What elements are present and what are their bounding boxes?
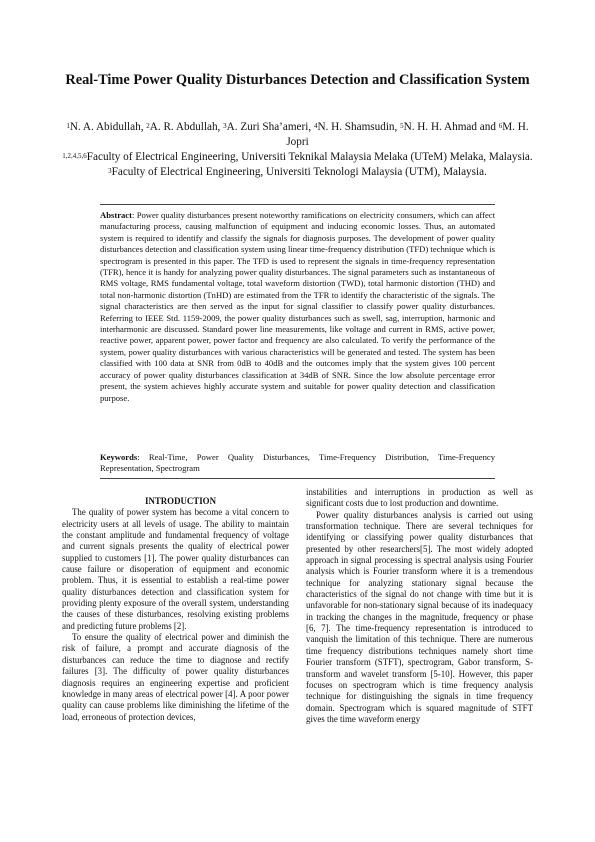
author-sup: 6 <box>498 122 503 130</box>
affiliation-2-text: Faculty of Electrical Engineering, Universiti Teknologi Malaysia (UTM), Malaysia. <box>111 166 487 178</box>
affiliation-2 <box>55 165 540 180</box>
paragraph: Power quality disturbances analysis is carried out using transformation technique. There are several techniques for identifying or classifying power quality disturbances that presented by other researchers[5]. The most widely adopted approach in signal processing is spectral analysis using Fourier analysis which is Fourier transform where it is a tremendous technique for analyzing stationary signal because the characteristics of the signal do not change with time but it is unfavorable for non-stationary signal because of its inadequacy in tracking the changes in the magnitude, frequency or phase [6, 7]. The time-frequency representation is introduced to vanquish the limitation of this technique. There are numerous time frequency distributions techniques namely short time Fourier transform (STFT), spectrogram, Gabor transform, S-transform and wavelet transform [5-10]. However, this paper focuses on spectrogram which is time frequency analysis technique for distinguishing the signals in time frequency domain. Spectrogram which is squared magnitude of STFT gives the time waveform energy <box>306 509 533 724</box>
author-name: N. A. Abidullah, <box>69 121 147 133</box>
author-name: N. H. H. Ahmad and <box>403 121 499 133</box>
author-name: M. H. Jopri <box>286 121 529 148</box>
keywords-label: Keywords <box>100 452 138 462</box>
keywords-text: : Real-Time, Power Quality Disturbances, Time-Frequency Distribution, Time-Frequency Representation, Spectrogram <box>100 452 495 474</box>
keywords <box>100 452 495 475</box>
author-sup: 2 <box>146 122 150 130</box>
paper-title: Real-Time Power Quality Disturbances Detection and Classification System <box>65 72 530 88</box>
author-name: A. Zuri Sha’ameri, <box>226 121 314 133</box>
affiliation-2-sup: 3 <box>108 167 112 175</box>
abstract-top-rule <box>100 204 495 205</box>
left-column <box>62 496 289 723</box>
author-name: A. R. Abdullah, <box>149 121 224 133</box>
author-list <box>55 120 540 150</box>
affiliation-1 <box>55 150 540 165</box>
paragraph: instabilities and interruptions in production as well as significant costs due to lost production and downtime. <box>306 487 533 509</box>
abstract-label: Abstract <box>100 210 132 220</box>
author-sup: 1 <box>66 122 70 130</box>
abstract-bottom-rule <box>100 478 495 479</box>
section-heading: INTRODUCTION <box>144 496 216 506</box>
author-sup: 3 <box>223 122 227 130</box>
affiliation-1-text: Faculty of Electrical Engineering, Universiti Teknikal Malaysia Melaka (UTeM) Melaka, Malaysia. <box>86 151 533 163</box>
abstract-text: : Power quality disturbances present noteworthy ramifications on electricity consumers, which can affect manufacturing process, causing malfunction of equipment and inducing economic losses. Thus, an automated system is required to identify and classify the signals for diagnosis purposes. The development of power quality disturbances detection and classification system using linear time-frequency distribution (TFD) technique which is spectrogram is presented in this paper. The TFD is used to represent the signals in time-frequency representation (TFR), hence it is handy for analyzing power quality disturbances. The signal parameters such as instantaneous of RMS voltage, RMS fundamental voltage, total waveform distortion (TWD), total harmonic distortion (THD) and total non-harmonic distortion (TnHD) are estimated from the TFR to identify the characteristic of the signals. The signal characteristics are then served as the input for signal classifier to classify power quality disturbances. Referring to IEEE Std. 1159-2009, the power quality disturbances such as swell, sag, interruption, harmonic and interharmonic are discussed. Standard power line measurements, like voltage and current in RMS, active power, reactive power, apparent power, power factor and frequency are also calculated. To verify the performance of the system, power quality disturbances with various characteristics will be generated and tested. The system has been classified with 100 data at SNR from 0dB to 40dB and the outcomes imply that the system gives 100 percent accuracy of power quality disturbances classification at 34dB of SNR. Since the low absolute percentage error present, the system achieves highly accurate system and suitable for power quality detection and classification purpose. <box>100 210 495 403</box>
author-name: N. H. Shamsudin, <box>317 121 401 133</box>
abstract <box>100 210 495 404</box>
paragraph: To ensure the quality of electrical power and diminish the risk of failure, a prompt and accurate diagnosis of the disturbances can reduce the time to diagnose and rectify failures [3]. The difficulty of power quality disturbances diagnosis requires an engineering expertise and proficient knowledge in many areas of electrical power [4]. A poor power quality can cause problems like diminishing the lifetime of the load, erroneous of protection devices, <box>62 632 289 722</box>
author-block <box>55 120 540 180</box>
affiliation-1-sup: 1,2,4,5,6 <box>62 152 87 160</box>
author-sup: 5 <box>400 122 404 130</box>
paragraph: The quality of power system has become a vital concern to electricity users at all levels of usage. The ability to maintain the constant amplitude and fundamental frequency of voltage and current signals presents the quality of electrical power supplied to customers [1]. The power quality disturbances can cause failure or disoperation of equipment and economic problem. Thus, it is essential to establish a real-time power quality disturbances detection and classification system for providing plenty exposure of the overall system, understanding the causes of these disturbances, resolving existing problems and predicting future problems [2]. <box>62 507 289 631</box>
right-column <box>306 487 533 725</box>
author-sup: 4 <box>313 122 318 130</box>
